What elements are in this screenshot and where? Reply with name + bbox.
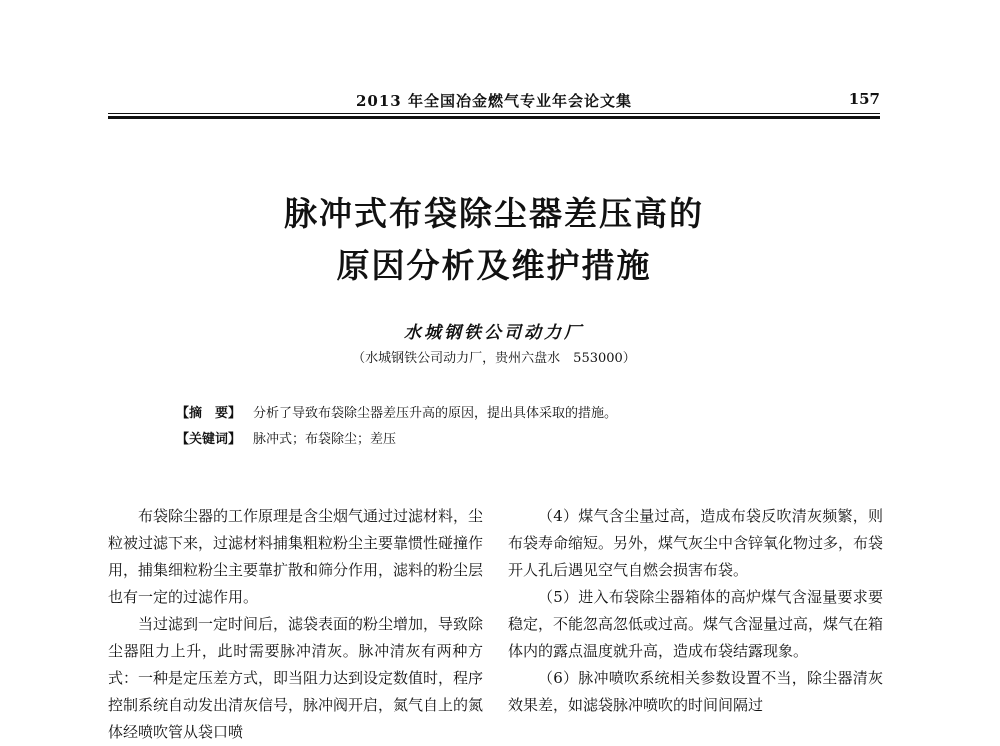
paragraph: 当过滤到一定时间后，滤袋表面的粉尘增加，导致除尘器阻力上升，此时需要脉冲清灰。脉冲清灰有两种方式：一种是定压差方式，即当阻力达到设定数值时，程序控制系统自动发出清灰信号，脉冲阀开启，氮气自上的氮体经喷吹管从袋口喷 xyxy=(108,615,484,741)
paragraph: 布袋除尘器的工作原理是含尘烟气通过过滤材料，尘粒被过滤下来，过滤材料捕集粗粒粉尘主要靠惯性碰撞作用，捕集细粒粉尘主要靠扩散和筛分作用，滤料的粉尘层也有一定的过滤作用。 xyxy=(108,507,484,606)
paragraph: （5）进入布袋除尘器箱体的高炉煤气含湿量要求要稳定，不能忽高忽低或过高。煤气含湿量过高，煤气在箱体内的露点温度就升高，造成布袋结露现象。 xyxy=(508,588,884,660)
running-header xyxy=(108,84,880,110)
abstract-text: 分析了导致布袋除尘器差压升高的原因，提出具体采取的措施。 xyxy=(253,406,618,421)
keywords-label: 【关键词】 xyxy=(176,432,242,447)
author: 水城钢铁公司动力厂 xyxy=(404,323,584,343)
body-column-left xyxy=(108,503,483,746)
article-title xyxy=(108,188,880,292)
header-rule-thick xyxy=(108,116,880,119)
keywords-text: 脉冲式；布袋除尘；差压 xyxy=(253,432,397,447)
paragraph: （6）脉冲喷吹系统相关参数设置不当，除尘器清灰效果差，如滤袋脉冲喷吹的时间间隔过 xyxy=(508,669,883,714)
title-line-1: 脉冲式布袋除尘器差压高的 xyxy=(284,194,704,233)
title-line-2: 原因分析及维护措施 xyxy=(336,246,652,285)
page-number: 157 xyxy=(848,90,880,108)
body-column-right xyxy=(508,503,883,719)
keywords xyxy=(176,428,396,447)
running-title: 2013 年全国冶金燃气专业年会论文集 xyxy=(356,92,632,110)
affiliation: （水城钢铁公司动力厂，贵州六盘水 553000） xyxy=(352,351,636,366)
abstract xyxy=(176,402,617,421)
abstract-label: 【摘 要】 xyxy=(176,406,242,421)
paragraph: （4）煤气含尘量过高，造成布袋反吹清灰频繁，则布袋寿命缩短。另外，煤气灰尘中含锌氧化物过多，布袋开人孔后遇见空气自燃会损害布袋。 xyxy=(508,507,884,579)
header-rule-thin xyxy=(108,113,880,114)
